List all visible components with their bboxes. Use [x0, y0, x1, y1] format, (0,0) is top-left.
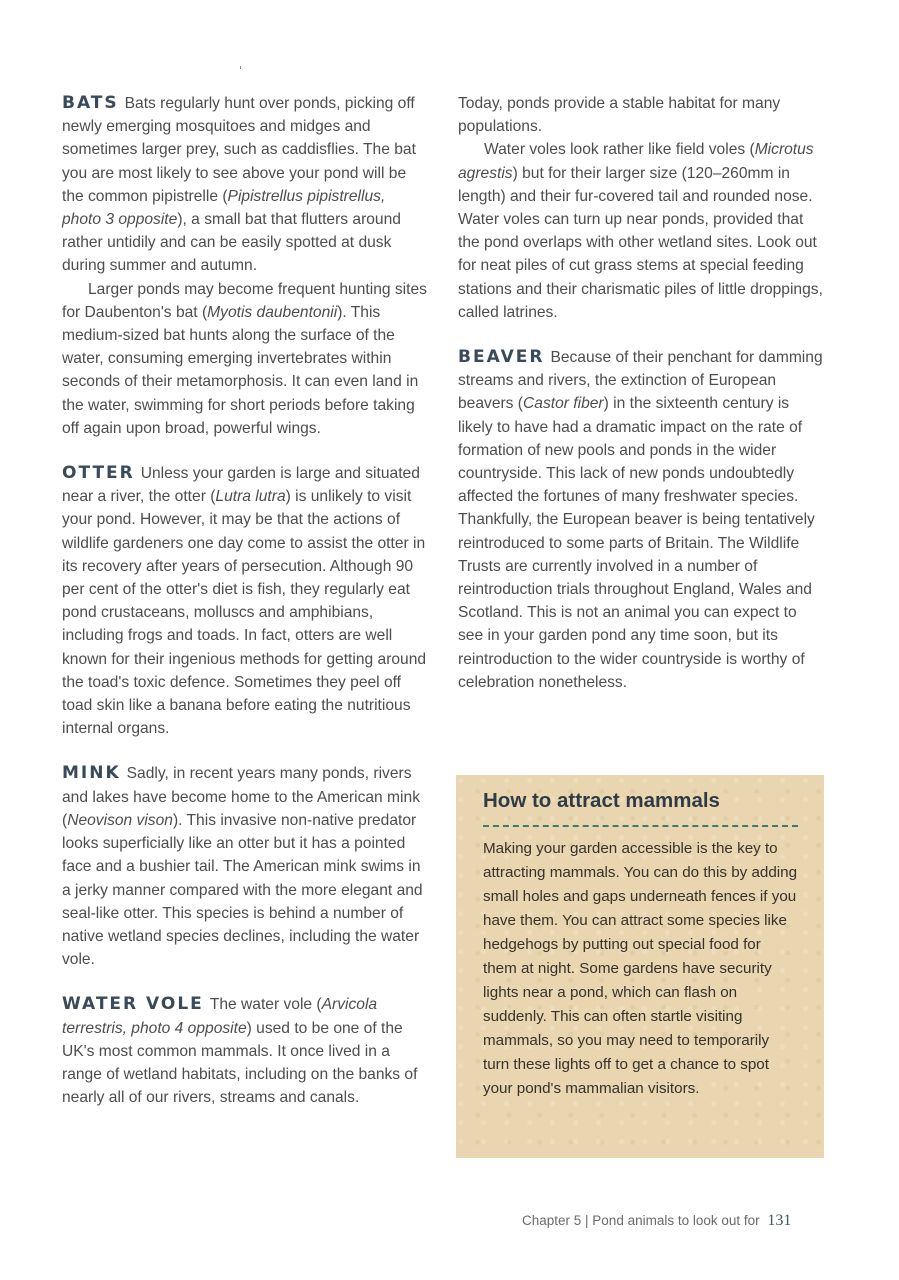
- species-name: Pipistrellus pipistrellus, photo 3 opposite: [62, 187, 386, 229]
- species-name: Microtus agrestis: [458, 141, 814, 182]
- body-paragraph: [62, 762, 428, 971]
- text-run: Larger ponds may become frequent hunting sites for Daubenton's bat (: [62, 280, 427, 321]
- text-run: Today, ponds provide a stable habitat for many populations.: [458, 95, 781, 136]
- text-run: ) is unlikely to visit your pond. However, it may be that the actions of wildlife gardeners one day come to assist the otter in its recovery after years of persecution. Although 90 per cent of the otter's diet is fish, they regularly eat pond crustaceans, molluscs and amphibians, including frogs and toads. In fact, otters are well known for their ingenious methods for getting around the toad's toxic defence. Sometimes they peel off toad skin like a banana before eating the nutritious internal organs.: [62, 488, 427, 738]
- text-run: ) in the sixteenth century is likely to have had a dramatic impact on the rate of formation of new pools and ponds in the wider countryside. This lack of new ponds undoubtedly affected the fortunes of many freshwater species. Thankfully, the European beaver is being tentatively reintroduced to some parts of Britain. The Wildlife Trusts are currently involved in a number of reintroduction trials throughout England, Wales and Scotland. This is not an animal you can expect to see in your garden pond any time soon, but its reintroduction to the wider countryside is worthy of celebration nonetheless.: [458, 395, 815, 691]
- tip-box-divider: [483, 825, 798, 827]
- section-heading: BEAVER: [458, 347, 545, 368]
- page-footer: [522, 1212, 822, 1230]
- text-run: Unless your garden is large and situated near a river, the otter (: [62, 465, 420, 506]
- right-column: [458, 92, 824, 716]
- article-section: [458, 346, 824, 694]
- article-section: [62, 762, 428, 971]
- article-section: [62, 993, 428, 1109]
- body-paragraph: [458, 92, 824, 138]
- text-run: Sadly, in recent years many ponds, rivers and lakes have become home to the American mink (: [62, 765, 420, 829]
- chapter-label: Chapter 5 | Pond animals to look out for: [522, 1213, 760, 1228]
- body-paragraph: [62, 462, 428, 740]
- left-column: [62, 92, 428, 1131]
- text-run: The water vole (: [209, 996, 322, 1014]
- article-section: [458, 92, 824, 324]
- tip-box: [456, 775, 824, 1158]
- section-heading: OTTER: [62, 463, 135, 484]
- page-number: 131: [767, 1212, 792, 1229]
- body-paragraph: [62, 278, 428, 440]
- species-name: Lutra lutra: [215, 488, 286, 506]
- section-heading: BATS: [62, 93, 119, 113]
- body-paragraph: [62, 993, 428, 1109]
- body-paragraph: [62, 92, 428, 278]
- body-paragraph: [458, 346, 824, 694]
- section-heading: WATER VOLE: [62, 994, 204, 1015]
- page-mark: [240, 66, 241, 69]
- section-heading: MINK: [62, 763, 121, 784]
- text-run: ) but for their larger size (120–260mm in length) and their fur-covered tail and rounded nose. Water voles can turn up near ponds, provided that the pond overlaps with other wetland sites. Look out for neat piles of cut grass stems at special feeding stations and their charismatic piles of little droppings, called latrines.: [458, 164, 823, 321]
- article-section: [62, 462, 428, 740]
- tip-box-title: How to attract mammals: [483, 789, 720, 812]
- species-name: Neovison vison: [67, 811, 173, 829]
- text-run: ), a small bat that flutters around rather untidily and can be easily spotted at dusk during summer and autumn.: [62, 211, 401, 275]
- text-run: ). This medium-sized bat hunts along the surface of the water, consuming emerging invertebrates within seconds of their metamorphosis. It can even land in the water, swimming for short periods before taking off again upon broad, powerful wings.: [62, 303, 419, 437]
- text-run: ) used to be one of the UK's most common mammals. It once lived in a range of wetland habitats, including on the banks of nearly all of our rivers, streams and canals.: [62, 1019, 418, 1107]
- text-run: Water voles look rather like field voles (: [484, 141, 755, 159]
- species-name: Arvicola terrestris, photo 4 opposite: [62, 996, 378, 1037]
- species-name: Myotis daubentonii: [207, 303, 338, 321]
- body-paragraph: [458, 138, 824, 324]
- text-run: ). This invasive non-native predator looks superficially like an otter but it has a pointed face and a bushier tail. The American mink swims in a jerky manner compared with the more elegant and seal-like otter. This species is behind a number of native wetland species declines, including the water vole.: [62, 811, 423, 969]
- tip-box-text: Making your garden accessible is the key to attracting mammals. You can do this by adding small holes and gaps underneath fences if you have them. You can attract some species like hedgehogs by putting out special food for them at night. Some gardens have security lights near a pond, which can flash on suddenly. This can often startle visiting mammals, so you may need to temporarily turn these lights off to get a chance to spot your pond's mammalian visitors.: [483, 840, 798, 1097]
- species-name: Castor fiber: [523, 395, 604, 413]
- text-run: Bats regularly hunt over ponds, picking off newly emerging mosquitoes and midges and sometimes larger prey, such as caddisflies. The bat you are most likely to see above your pond will be the common pipistrelle (: [62, 95, 416, 205]
- article-section: [62, 92, 428, 440]
- text-run: Because of their penchant for damming streams and rivers, the extinction of European beavers (: [458, 349, 823, 413]
